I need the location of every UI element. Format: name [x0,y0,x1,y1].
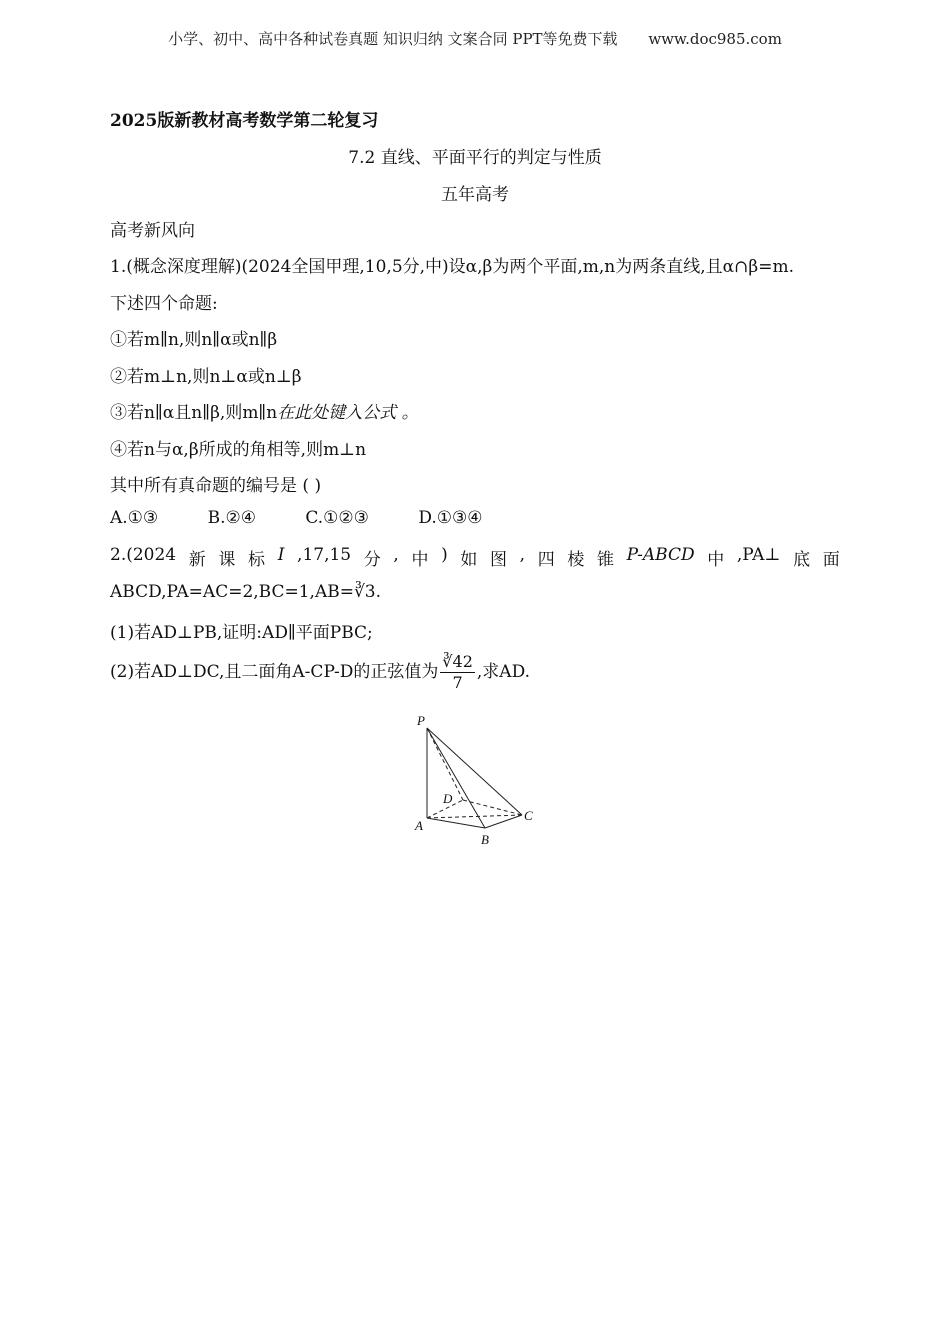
q2-part-2-pre: (2)若AD⊥DC,且二面角A-CP-D的正弦值为 [110,662,439,682]
q2-stem [110,545,840,570]
q2-part-2-post: ,求AD. [476,662,530,682]
q1-statement-2: ②若m⊥n,则n⊥α或n⊥β [110,367,302,387]
page-header [0,28,950,49]
q1-prompt: 其中所有真命题的编号是 ( ) [110,476,322,496]
q2-token: ,17,15 [297,545,352,565]
q1-statement-4: ④若n与α,β所成的角相等,则m⊥n [110,440,367,460]
q1-stem: 1.(概念深度理解)(2024全国甲理,10,5分,中)设α,β为两个平面,m,n为两条直线,且α∩β=m. [110,257,794,277]
label-b: B [481,832,489,847]
q2-token: 新 [188,550,206,570]
q2-token: Ⅰ [277,545,285,565]
edge-pb [427,728,485,828]
q1-statement-3 [110,398,419,423]
fraction [440,652,475,693]
label-d: D [443,791,453,806]
pyramid-figure [405,708,545,850]
q2-token: 分 [363,550,381,570]
q2-token: 面 [822,550,840,570]
q2-token: 中 [411,550,429,570]
label-p: P [417,713,425,728]
q2-token: ) [441,545,448,565]
edge-bc [485,815,522,828]
q2-token: , [519,545,526,565]
q2-token: P-ABCD [626,545,695,565]
label-c: C [524,808,533,823]
q2-token: ,PA⊥ [736,545,781,565]
q2-token: 图 [490,550,508,570]
q1-statement-1: ①若m∥n,则n∥α或n∥β [110,330,278,350]
section-title: 7.2 直线、平面平行的判定与性质 [348,148,602,168]
edge-pd [427,728,463,800]
q2-token: 棱 [567,550,585,570]
q2-token: 如 [460,550,478,570]
q2-token: 标 [248,550,266,570]
doc-title: 2025版新教材高考数学第二轮复习 [110,111,379,131]
q2-token: 2.(2024 [110,545,177,565]
q2-token: 中 [707,550,725,570]
formula-placeholder: 在此处键入公式 。 [277,403,419,423]
q1-stem-cont: 下述四个命题: [110,294,218,314]
label-a: A [415,818,423,833]
subsection-title: 五年高考 [441,185,509,205]
q2-token: 课 [218,550,236,570]
header-text: 小学、初中、高中各种试卷真题 知识归纳 文案合同 PPT等免费下载 [168,30,618,48]
edge-ac [427,815,522,818]
q2-token: 四 [537,550,555,570]
edge-pc [427,728,522,815]
q1-statement-3-text: ③若n∥α且n∥β,则m∥n [110,403,278,423]
option-c: C.①②③ [305,508,369,528]
edge-ab [427,818,485,828]
q2-token: 锥 [596,550,614,570]
q2-token: , [393,545,399,565]
option-a: A.①③ [110,508,159,528]
category-label: 高考新风向 [110,221,195,241]
fraction-numerator: ∛42 [442,652,473,671]
q1-options [110,508,526,528]
fraction-denominator: 7 [452,673,463,692]
q2-stem-cont: ABCD,PA=AC=2,BC=1,AB=∛3. [110,582,382,602]
option-b: B.②④ [207,508,256,528]
option-d: D.①③④ [418,508,483,528]
q2-part-1: (1)若AD⊥PB,证明:AD∥平面PBC; [110,623,373,643]
q2-token: 底 [793,550,811,570]
header-site[interactable]: www.doc985.com [648,30,782,48]
q2-part-2 [110,652,530,693]
